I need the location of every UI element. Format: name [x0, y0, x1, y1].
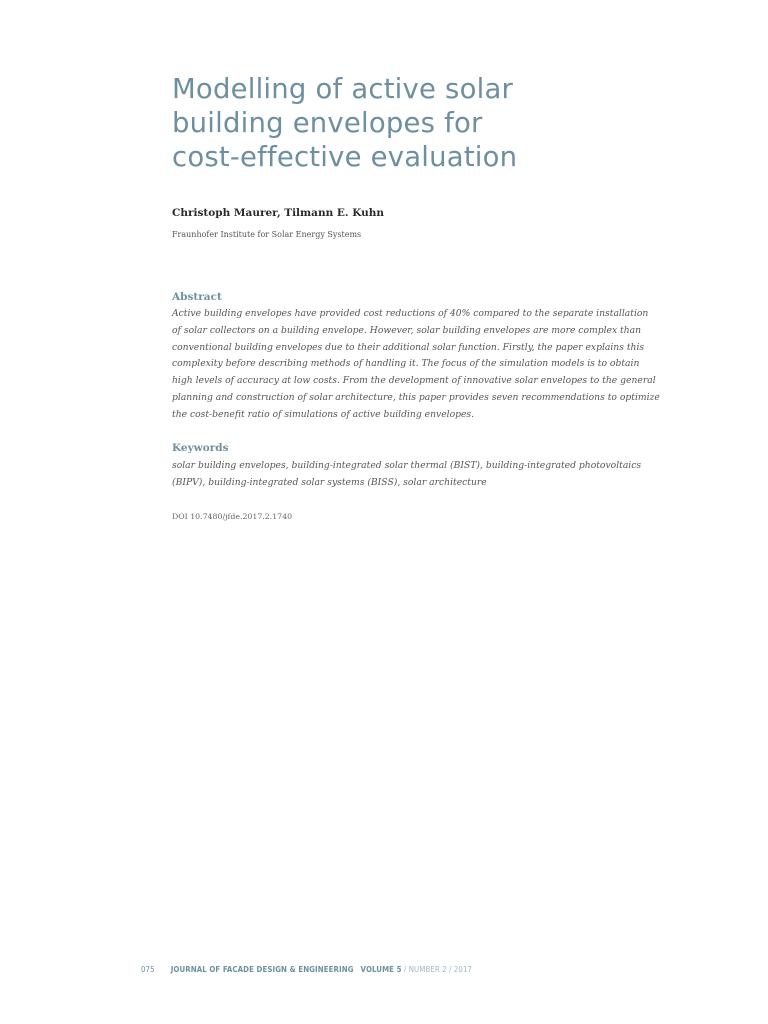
title-line: building envelopes for: [172, 107, 483, 139]
keywords-text: [172, 458, 641, 492]
abstract-line: conventional building envelopes due to their additional solar function. Firstly, the paper explains this: [172, 341, 645, 353]
abstract-line: the cost-benefit ratio of simulations of active building envelopes.: [172, 408, 475, 420]
abstract-line: Active building envelopes have provided cost reductions of 40% compared to the separate installation: [172, 308, 649, 319]
article-authors: Christoph Maurer, Tilmann E. Kuhn: [172, 207, 384, 219]
keywords-heading: Keywords: [172, 442, 229, 454]
journal-issue: / NUMBER 2 / 2017: [401, 965, 473, 974]
abstract-line: planning and construction of solar architecture, this paper provides seven recommendations to optimize: [172, 391, 660, 403]
abstract-line: complexity before describing methods of handling it. The focus of the simulation models is to obtain: [172, 358, 640, 370]
article-title: [172, 72, 632, 174]
abstract-line: high levels of accuracy at low costs. From the development of innovative solar envelopes to the general: [172, 375, 656, 387]
abstract-text: [172, 306, 660, 424]
journal-name: JOURNAL OF FACADE DESIGN & ENGINEERING: [170, 965, 354, 974]
title-line: Modelling of active solar: [172, 73, 514, 105]
title-line: cost-effective evaluation: [172, 141, 518, 173]
abstract-line: of solar collectors on a building envelope. However, solar building envelopes are more complex than: [172, 324, 642, 336]
keywords-line: (BIPV), building-integrated solar systems (BISS), solar architecture: [172, 476, 487, 488]
page-number: 075: [141, 965, 155, 974]
author-affiliation: Fraunhofer Institute for Solar Energy Systems: [172, 230, 362, 239]
page-footer: [141, 965, 472, 974]
abstract-heading: Abstract: [172, 291, 222, 303]
keywords-line: solar building envelopes, building-integrated solar thermal (BIST), building-integrated photovoltaics: [172, 460, 642, 471]
journal-volume: VOLUME 5: [360, 965, 402, 974]
doi-link[interactable]: DOI 10.7480/jfde.2017.2.1740: [172, 512, 293, 521]
